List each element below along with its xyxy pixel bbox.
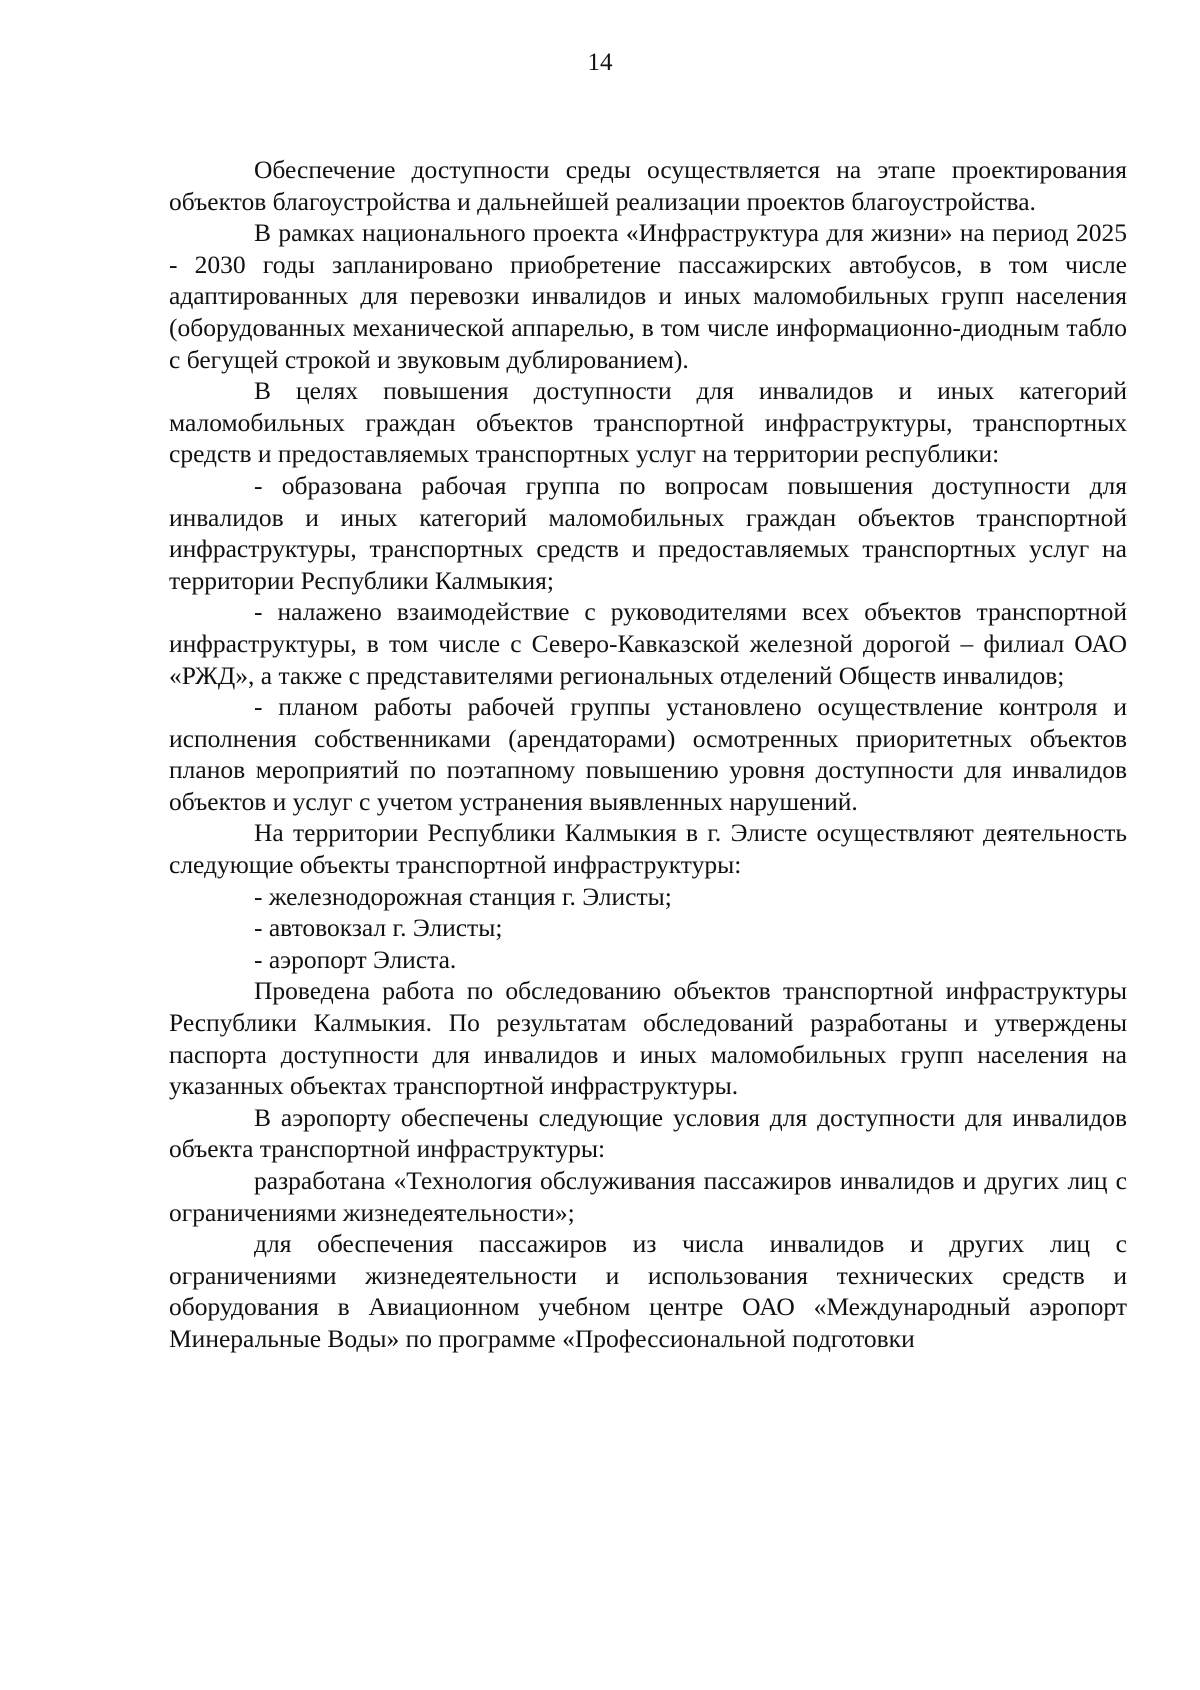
paragraph-inspection: Проведена работа по обследованию объектов транспортной инфраструктуры Республики Калмыкия. По результатам обследований разработаны и утверждены паспорта доступности для инвалидов и иных маломобильных групп населения на указанных объектах транспортной инфраструктуры. bbox=[169, 976, 1127, 1101]
list-item-railway-station: - железнодорожная станция г. Элисты; bbox=[254, 881, 672, 911]
paragraph-interaction: - налажено взаимодействие с руководителями всех объектов транспортной инфраструктуры, в том числе с Северо-Кавказской железной дорогой – филиал ОАО «РЖД», а также с представителями региональных отделений Обществ инвалидов; bbox=[169, 597, 1127, 690]
paragraph-working-group: - образована рабочая группа по вопросам повышения доступности для инвалидов и иных категорий маломобильных граждан объектов транспортной инфраструктуры, транспортных средств и предоставляемых транспортных услуг на территории Республики Калмыкия; bbox=[169, 470, 1127, 595]
paragraph-service-technology: разработана «Технология обслуживания пассажиров инвалидов и других лиц с ограничениями жизнедеятельности»; bbox=[169, 1166, 1127, 1227]
paragraph-accessibility-goals: В целях повышения доступности для инвалидов и иных категорий маломобильных граждан объектов транспортной инфраструктуры, транспортных средств и предоставляемых транспортных услуг на территории республики: bbox=[169, 376, 1127, 469]
paragraph-airport-conditions: В аэропорту обеспечены следующие условия для доступности для инвалидов объекта транспортной инфраструктуры: bbox=[169, 1102, 1127, 1164]
paragraph-elista-objects: На территории Республики Калмыкия в г. Элисте осуществляют деятельность следующие объекты транспортной инфраструктуры: bbox=[169, 818, 1127, 880]
paragraph-training-center: для обеспечения пассажиров из числа инвалидов и других лиц с ограничениями жизнедеятельности и использования технических средств и оборудования в Авиационном учебном центре ОАО «Международный аэропорт Минеральные Воды» по программе «Профессиональной подготовки bbox=[169, 1229, 1127, 1353]
list-item-airport: - аэропорт Элиста. bbox=[254, 944, 457, 974]
paragraph-national-project: В рамках национального проекта «Инфраструктура для жизни» на период 2025 - 2030 годы запланировано приобретение пассажирских автобусов, в том числе адаптированных для перевозки инвалидов и иных маломобильных групп населения (оборудованных механической аппарелью, в том числе информационно-диодным табло с бегущей строкой и звуковым дублированием). bbox=[169, 218, 1127, 374]
document-body bbox=[169, 154, 1127, 1355]
page-number: 14 bbox=[587, 49, 613, 76]
paragraph-accessibility-design: Обеспечение доступности среды осуществляется на этапе проектирования объектов благоустройства и дальнейшей реализации проектов благоустройства. bbox=[169, 155, 1127, 216]
list-item-bus-station: - автовокзал г. Элисты; bbox=[254, 913, 503, 943]
paragraph-control-plan: - планом работы рабочей группы установлено осуществление контроля и исполнения собственниками (арендаторами) осмотренных приоритетных объектов планов мероприятий по поэтапному повышению уровня доступности для инвалидов объектов и услуг с учетом устранения выявленных нарушений. bbox=[169, 692, 1127, 816]
